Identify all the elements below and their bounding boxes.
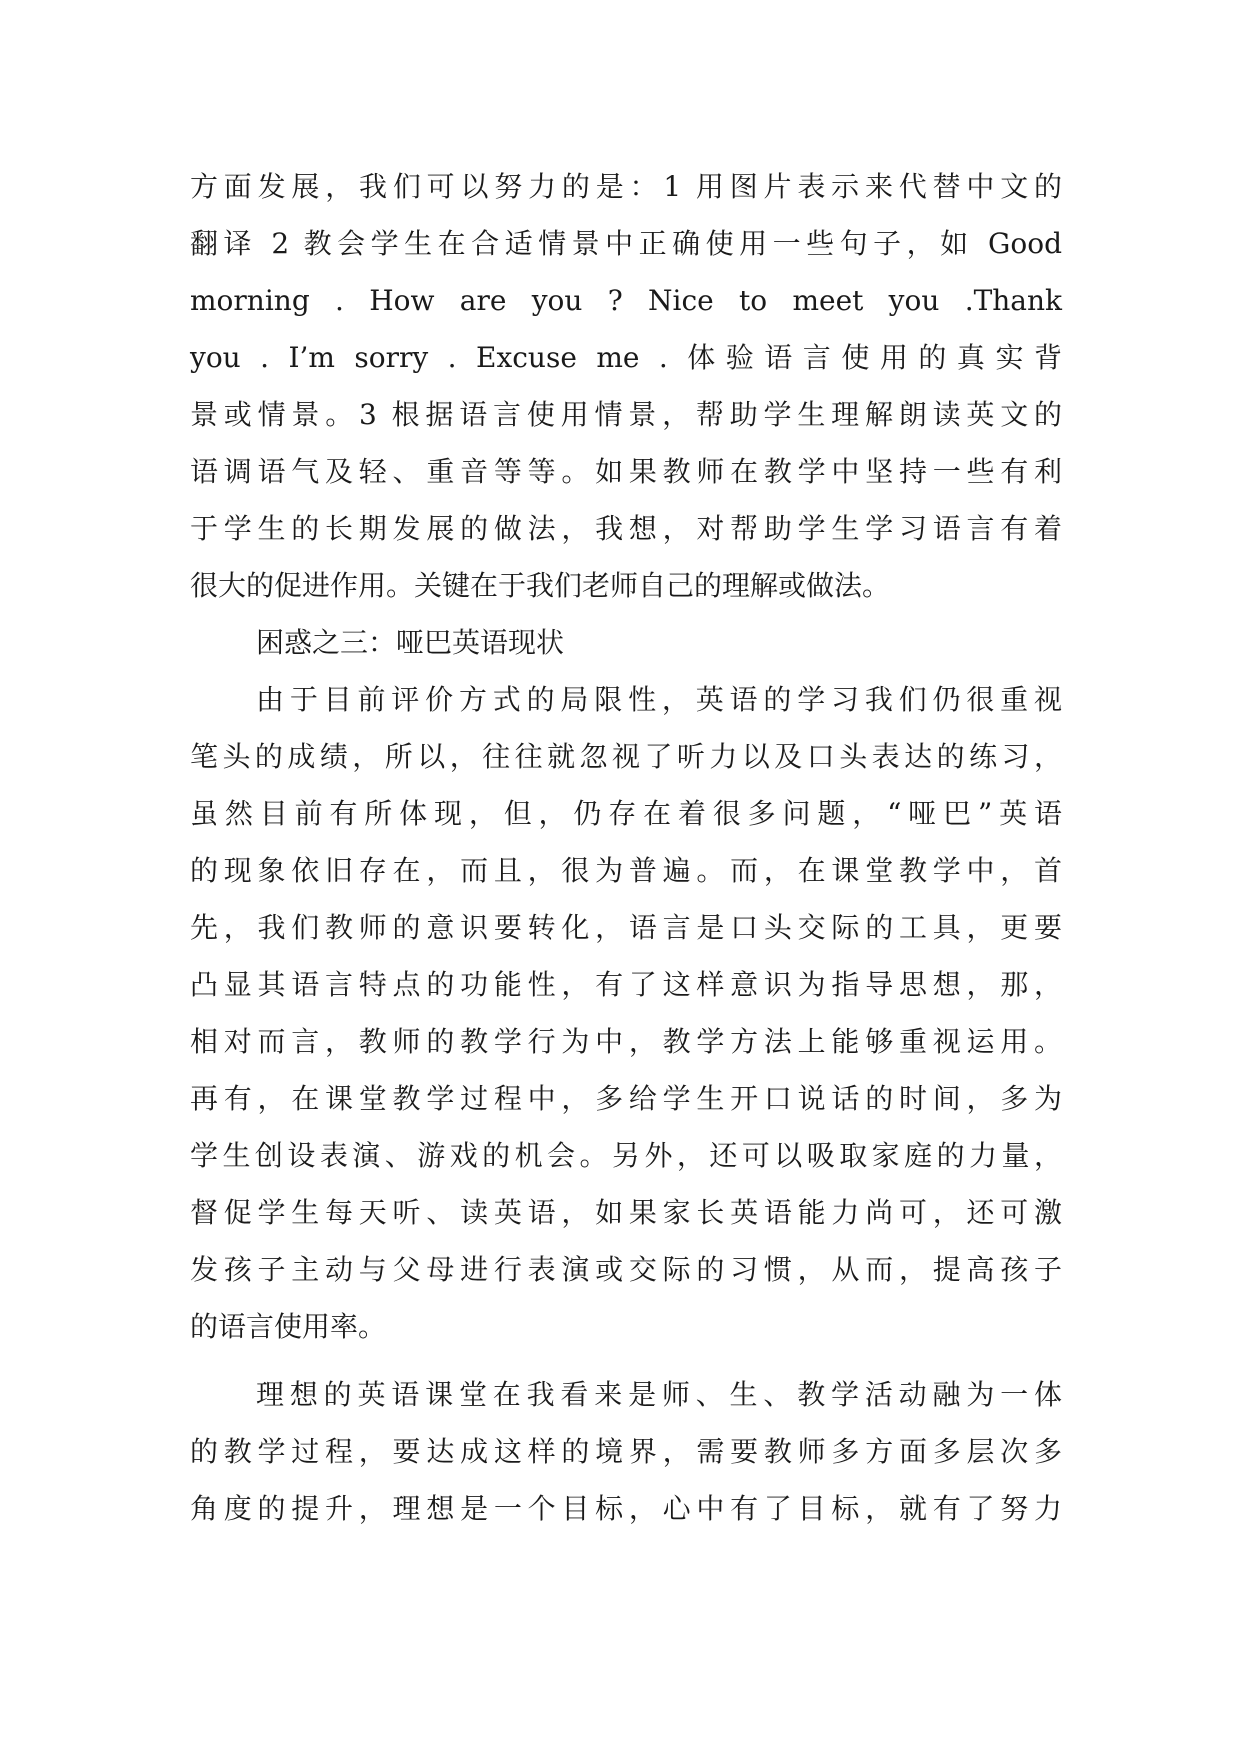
text-line: 笔头的成绩，所以，往往就忽视了听力以及口头表达的练习，	[190, 740, 1062, 773]
text-line: 于学生的长期发展的做法，我想，对帮助学生学习语言有着	[190, 512, 1062, 545]
text-line: 虽然目前有所体现，但，仍存在着很多问题，“哑巴”英语	[190, 797, 1062, 830]
text-line: 很大的促进作用。关键在于我们老师自己的理解或做法。	[190, 569, 891, 602]
text-line: morning . How are you ? Nice to meet you .Thank	[190, 284, 1062, 317]
text-line: 凸显其语言特点的功能性，有了这样意识为指导思想，那，	[190, 968, 1062, 1001]
text-line: 方面发展，我们可以努力的是：1 用图片表示来代替中文的	[190, 170, 1062, 203]
text-line: 翻译 2 教会学生在合适情景中正确使用一些句子，如 Good	[190, 227, 1062, 260]
text-line: 角度的提升，理想是一个目标，心中有了目标，就有了努力	[190, 1492, 1062, 1525]
text-line: 景或情景。3 根据语言使用情景，帮助学生理解朗读英文的	[190, 398, 1062, 431]
text-line: 的语言使用率。	[190, 1310, 387, 1343]
text-line: 相对而言，教师的教学行为中，教学方法上能够重视运用。	[190, 1025, 1062, 1058]
text-line: 学生创设表演、游戏的机会。另外，还可以吸取家庭的力量，	[190, 1139, 1062, 1172]
text-line: 的教学过程，要达成这样的境界，需要教师多方面多层次多	[190, 1435, 1062, 1468]
text-line: you . I’m sorry . Excuse me . 体验语言使用的真实背	[190, 341, 1062, 374]
body-text	[190, 158, 1062, 1537]
text-line: 语调语气及轻、重音等等。如果教师在教学中坚持一些有利	[190, 455, 1062, 488]
section-heading: 困惑之三：哑巴英语现状	[256, 626, 565, 659]
text-line: 发孩子主动与父母进行表演或交际的习惯，从而，提高孩子	[190, 1253, 1062, 1286]
text-line: 督促学生每天听、读英语，如果家长英语能力尚可，还可激	[190, 1196, 1062, 1229]
text-line: 先，我们教师的意识要转化，语言是口头交际的工具，更要	[190, 911, 1062, 944]
text-line: 由于目前评价方式的局限性，英语的学习我们仍很重视	[256, 683, 1062, 716]
text-line: 的现象依旧存在，而且，很为普遍。而，在课堂教学中，首	[190, 854, 1062, 887]
text-line: 理想的英语课堂在我看来是师、生、教学活动融为一体	[256, 1378, 1062, 1411]
text-line: 再有，在课堂教学过程中，多给学生开口说话的时间，多为	[190, 1082, 1062, 1115]
